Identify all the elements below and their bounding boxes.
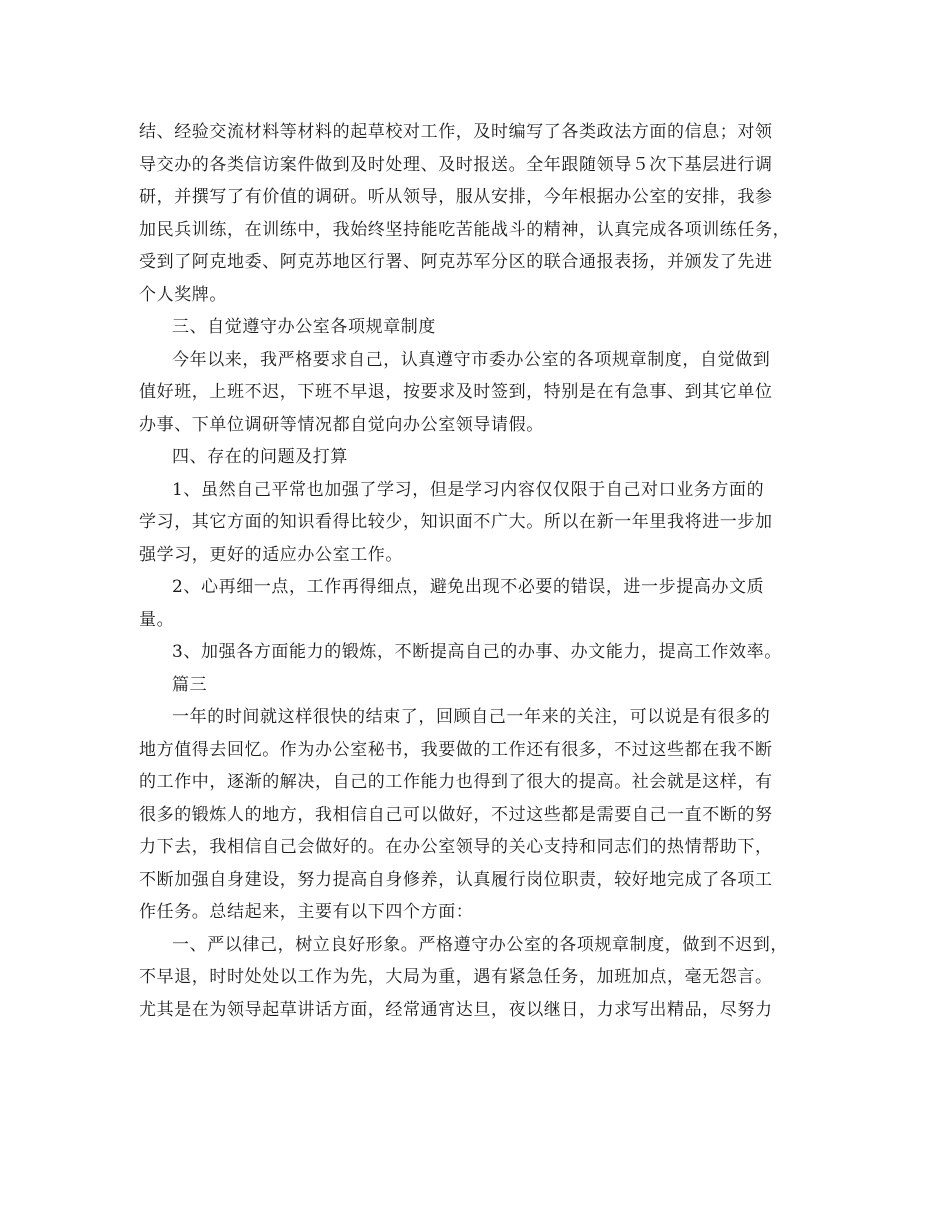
text-line: 强学习，更好的适应办公室工作。 [139, 544, 403, 565]
text-line: 不断加强自身建设，努力提高自身修养，认真履行岗位职责，较好地完成了各项工 [139, 869, 773, 890]
text-line: 学习，其它方面的知识看得比较少，知识面不广大。所以在新一年里我将进一步加 [139, 512, 773, 532]
text-line: 受到了阿克地委、阿克苏地区行署、阿克苏军分区的联合通报表扬，并颁发了先进 [139, 252, 773, 272]
text-line: 三、自觉遵守办公室各项规章制度 [172, 317, 436, 337]
text-line: 1、虽然自己平常也加强了学习，但是学习内容仅仅限于自己对口业务方面的 [172, 479, 765, 500]
text-line: 2、心再细一点，工作再得细点，避免出现不必要的错误，进一步提高办文质 [172, 577, 765, 597]
text-line: 今年以来，我严格要求自己，认真遵守市委办公室的各项规章制度，自觉做到 [172, 349, 771, 370]
text-line: 四、存在的问题及打算 [172, 447, 348, 467]
text-line: 力下去，我相信自己会做好的。在办公室领导的关心支持和同志们的热情帮助下， [139, 837, 773, 857]
text-line: 地方值得去回忆。作为办公室秘书，我要做的工作还有很多，不过这些都在我不断 [139, 739, 773, 760]
text-line: 办事、下单位调研等情况都自觉向办公室领导请假。 [139, 414, 544, 435]
text-line: 尤其是在为领导起草讲话方面，经常通宵达旦，夜以继日，力求写出精品，尽努力 [139, 999, 773, 1020]
text-line: 加民兵训练，在训练中，我始终坚持能吃苦能战斗的精神，认真完成各项训练任务， [139, 219, 791, 240]
text-line: 不早退，时时处处以工作为先，大局为重，遇有紧急任务，加班加点，毫无怨言。 [139, 967, 773, 987]
document-body [139, 116, 811, 1026]
text-line: 篇三 [172, 674, 208, 695]
text-line: 作任务。总结起来，主要有以下四个方面： [139, 902, 474, 922]
text-line: 量。 [139, 609, 175, 630]
text-line: 很多的锻炼人的地方，我相信自己可以做好，不过这些都是需要自己一直不断的努 [139, 804, 773, 825]
text-line: 一、严以律己，树立良好形象。严格遵守办公室的各项规章制度，做到不迟到， [172, 934, 788, 955]
text-line: 导交办的各类信访案件做到及时处理、及时报送。全年跟随领导５次下基层进行调 [139, 154, 773, 175]
text-line: 值好班，上班不迟，下班不早退，按要求及时签到，特别是在有急事、到其它单位 [139, 382, 773, 402]
text-line: 研，并撰写了有价值的调研。听从领导，服从安排，今年根据办公室的安排，我参 [139, 187, 773, 207]
text-line: 一年的时间就这样很快的结束了，回顾自己一年来的关注，可以说是有很多的 [172, 707, 771, 727]
text-line: 的工作中，逐渐的解决，自己的工作能力也得到了很大的提高。社会就是这样，有 [139, 772, 773, 792]
text-line: 3、加强各方面能力的锻炼，不断提高自己的办事、办文能力，提高工作效率。 [172, 642, 782, 662]
text-line: 个人奖牌。 [139, 284, 227, 305]
text-line: 结、经验交流材料等材料的起草校对工作，及时编写了各类政法方面的信息；对领 [139, 122, 773, 142]
